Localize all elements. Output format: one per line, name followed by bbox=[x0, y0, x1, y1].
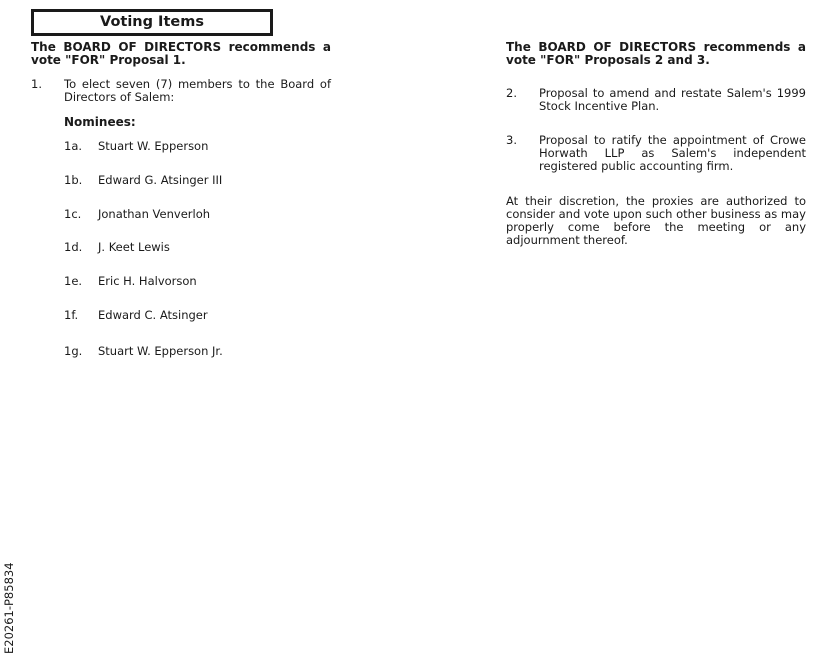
nominee-number: 1a. bbox=[64, 139, 83, 153]
proposal-3-number: 3. bbox=[506, 133, 517, 147]
left-column bbox=[31, 41, 331, 129]
nominee-1e bbox=[64, 275, 197, 288]
nominee-number: 1b. bbox=[64, 173, 83, 187]
nominee-number: 1e. bbox=[64, 274, 83, 288]
nominee-name: Edward G. Atsinger III bbox=[98, 173, 223, 187]
document-code: E20261-P85834 bbox=[2, 562, 16, 654]
proposal-1-text: To elect seven (7) members to the Board of Directors of Salem: bbox=[64, 77, 331, 104]
nominee-name: J. Keet Lewis bbox=[98, 240, 170, 254]
nominee-1f bbox=[64, 309, 208, 322]
nominee-1d bbox=[64, 241, 170, 254]
voting-items-title: Voting Items bbox=[31, 9, 273, 36]
proposal-2-text: Proposal to amend and restate Salem's 1999 Stock Incentive Plan. bbox=[539, 86, 806, 113]
proposal-2 bbox=[506, 87, 806, 113]
nominee-number: 1c. bbox=[64, 207, 82, 221]
proposal-2-number: 2. bbox=[506, 86, 517, 100]
nominee-name: Edward C. Atsinger bbox=[98, 308, 208, 322]
nominee-1b bbox=[64, 174, 222, 187]
board-recommendation-proposal-1: The BOARD OF DIRECTORS recommends a vote "FOR" Proposal 1. bbox=[31, 40, 331, 67]
board-recommendation-proposals-2-3: The BOARD OF DIRECTORS recommends a vote "FOR" Proposals 2 and 3. bbox=[506, 40, 806, 67]
nominee-name: Eric H. Halvorson bbox=[98, 274, 197, 288]
nominee-1g bbox=[64, 345, 223, 358]
nominee-name: Stuart W. Epperson Jr. bbox=[98, 344, 223, 358]
nominees-label: Nominees: bbox=[64, 115, 136, 129]
nominee-number: 1g. bbox=[64, 344, 83, 358]
proposal-3-text: Proposal to ratify the appointment of Crowe Horwath LLP as Salem's independent registered public accounting firm. bbox=[539, 133, 806, 173]
nominee-name: Stuart W. Epperson bbox=[98, 139, 209, 153]
nominee-number: 1d. bbox=[64, 240, 83, 254]
proposal-1 bbox=[31, 78, 331, 104]
nominee-name: Jonathan Venverloh bbox=[98, 207, 211, 221]
nominee-1a bbox=[64, 140, 208, 153]
right-column bbox=[506, 41, 806, 247]
nominee-1c bbox=[64, 208, 210, 221]
proposal-1-number: 1. bbox=[31, 77, 42, 91]
closing-paragraph: At their discretion, the proxies are authorized to consider and vote upon such other business as may properly come before the meeting or any adjournment thereof. bbox=[506, 194, 806, 247]
nominee-number: 1f. bbox=[64, 308, 79, 322]
proposal-3 bbox=[506, 134, 806, 173]
